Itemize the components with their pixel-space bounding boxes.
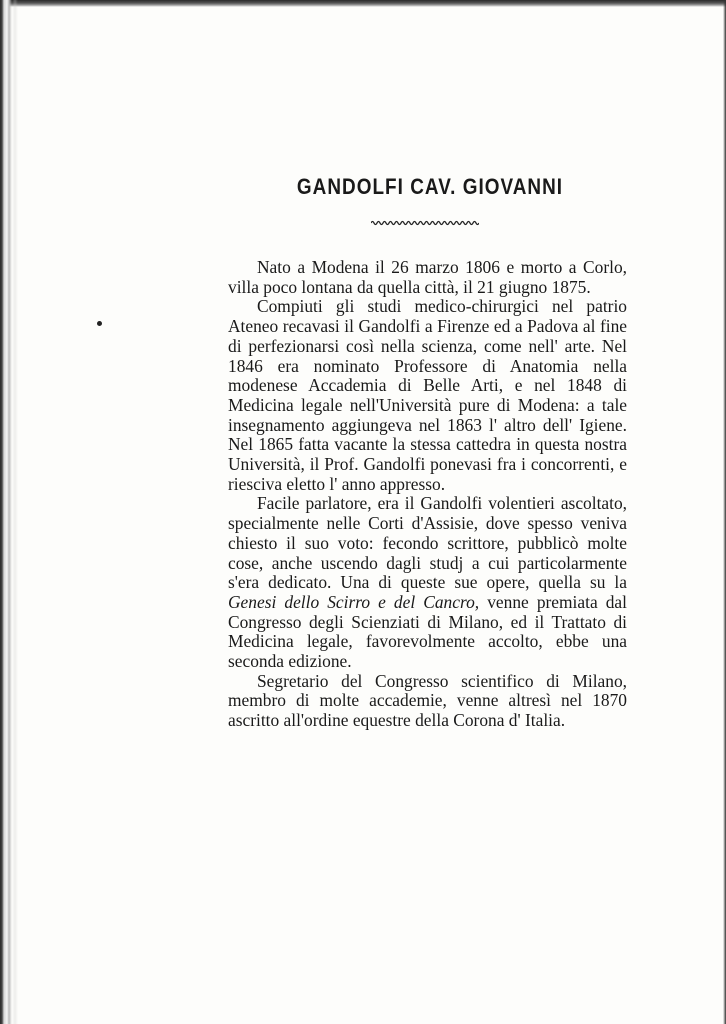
biography-text bbox=[228, 258, 627, 731]
paragraph-birth-death bbox=[228, 258, 627, 297]
scan-top-edge bbox=[0, 0, 726, 7]
title-flourish-ornament bbox=[371, 219, 479, 227]
paragraph-text: Facile parlatore, era il Gandolfi volentieri ascoltato, specialmente nelle Corti d'Assisie, dove spesso veniva chiesto il suo voto: fecondo scrittore, pubblicò molte cose, anche uscendo dagli studj a cui particolarmente s'era dedicato. Una di queste sue opere, quella su la bbox=[228, 493, 627, 593]
italic-book-title: Genesi dello Scirro e del Cancro, bbox=[228, 591, 480, 612]
ink-speck bbox=[97, 321, 102, 326]
paragraph-career bbox=[228, 297, 627, 494]
scan-binding-edge bbox=[0, 0, 18, 1024]
paragraph-text: venne premiata dal Congresso degli Scienziati di Milano, ed il Trattato di Medicina legale, favorevolmente accolto, ebbe una seconda edizione. bbox=[228, 591, 627, 672]
paragraph-text: Nato a Modena il 26 marzo 1806 e morto a Corlo, villa poco lontana da quella città, il 21 giugno 1875. bbox=[228, 257, 627, 297]
page-title: GANDOLFI CAV. GIOVANNI bbox=[296, 174, 564, 199]
paragraph-text: Segretario del Congresso scientifico di Milano, membro di molte accademie, venne altresì nel 1870 ascritto all'ordine equestre della Corona d' Italia. bbox=[228, 670, 627, 731]
paragraph-text: Compiuti gli studi medico-chirurgici nel patrio Ateneo recavasi il Gandolfi a Firenze ed a Padova al fine di perfezionarsi così nella scienza, come nell' arte. Nel 1846 era nominato Professore di Anatomia nella modenese Accademia di Belle Arti, e nel 1848 di Medicina legale nell'Università pure di Modena: a tale insegnamento aggiungeva nel 1863 l' altro dell' Igiene. Nel 1865 fatta vacante la stessa cattedra in questa nostra Università, il Prof. Gandolfi ponevasi fra i concorrenti, e riesciva eletto l' anno appresso. bbox=[228, 296, 627, 494]
paragraph-works bbox=[228, 494, 627, 671]
paragraph-honors bbox=[228, 672, 627, 731]
